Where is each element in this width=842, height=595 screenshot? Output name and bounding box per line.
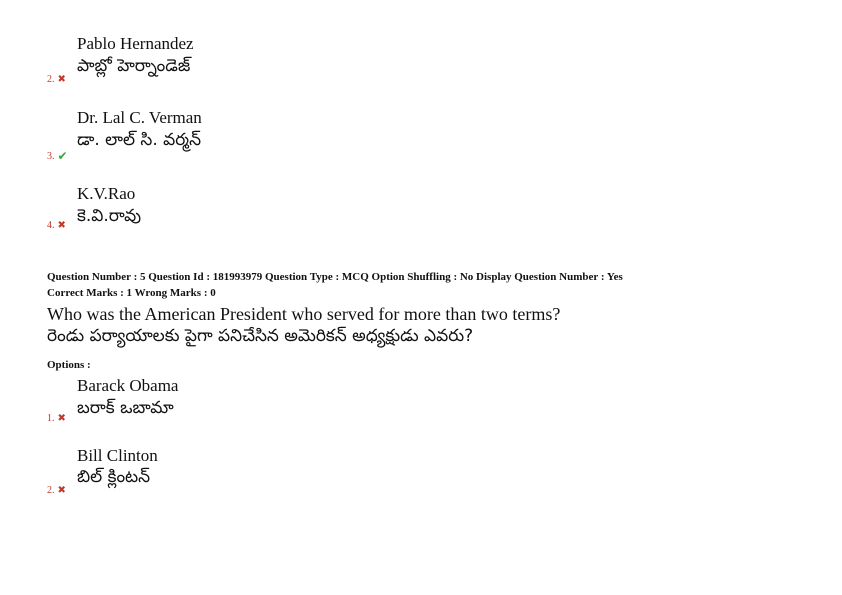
- option-text-te: డా. లాల్ సి. వర్మన్: [77, 130, 202, 150]
- option-text-en: K.V.Rao: [77, 184, 136, 203]
- option-text-te: బరాక్ ఒబామా: [77, 398, 174, 418]
- option-number: [47, 413, 66, 424]
- question-marks: Correct Marks : 1 Wrong Marks : 0: [47, 287, 216, 299]
- cross-icon: ✖: [57, 484, 66, 496]
- option-number-label: 2.: [47, 74, 55, 85]
- option-number: [47, 485, 66, 496]
- cross-icon: ✖: [57, 219, 66, 231]
- options-label: Options :: [47, 359, 91, 371]
- option-number: [47, 220, 66, 231]
- option-number-label: 1.: [47, 413, 55, 424]
- option-text-te: కె.వి.రావు: [77, 206, 142, 226]
- option-text-te: బిల్ క్లింటన్: [77, 467, 151, 487]
- option-text-te: పాబ్లో హెర్నాండెజ్: [77, 56, 191, 76]
- option-number-label: 3.: [47, 150, 55, 162]
- option-text-en: Dr. Lal C. Verman: [77, 108, 202, 127]
- question-text-te: రెండు పర్యాయాలకు పైగా పనిచేసిన అమెరికన్ అధ్యక్షుడు ఎవరు?: [47, 326, 474, 346]
- cross-icon: ✖: [57, 73, 66, 85]
- option-number: [47, 150, 68, 162]
- option-number-label: 4.: [47, 220, 55, 231]
- question-text-en: Who was the American President who served for more than two terms?: [47, 304, 561, 324]
- check-icon: ✔: [57, 149, 68, 163]
- question-meta: Question Number : 5 Question Id : 181993979 Question Type : MCQ Option Shuffling : No Display Question Number : Yes: [47, 271, 623, 283]
- option-number-label: 2.: [47, 485, 55, 496]
- option-number: [47, 74, 66, 85]
- option-text-en: Barack Obama: [77, 376, 179, 395]
- option-text-en: Bill Clinton: [77, 446, 158, 465]
- option-text-en: Pablo Hernandez: [77, 34, 194, 53]
- cross-icon: ✖: [57, 412, 66, 424]
